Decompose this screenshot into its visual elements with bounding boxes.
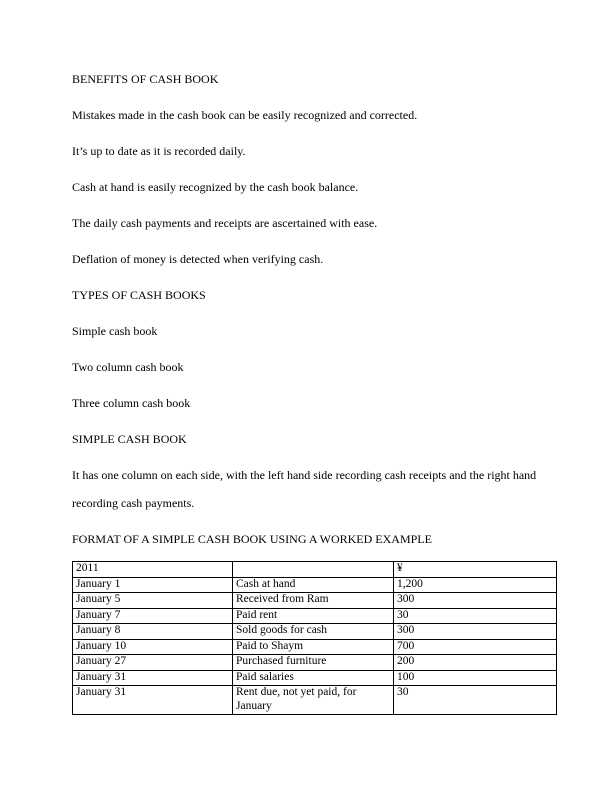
list-item-two-column-cash-book: Two column cash book xyxy=(72,360,184,374)
para-mistakes-corrected: Mistakes made in the cash book can be easily recognized and corrected. xyxy=(72,108,418,122)
cell-amount: 200 xyxy=(394,655,557,671)
cell-date: January 10 xyxy=(73,639,233,655)
header-currency: ¥ xyxy=(394,562,557,578)
cell-date: January 31 xyxy=(73,686,233,715)
table-row xyxy=(73,670,557,686)
table-row xyxy=(73,624,557,640)
cell-amount: 1,200 xyxy=(394,577,557,593)
heading-format-worked-example: FORMAT OF A SIMPLE CASH BOOK USING A WORKED EXAMPLE xyxy=(72,532,432,546)
list-item-three-column-cash-book: Three column cash book xyxy=(72,396,191,410)
para-one-column-each-side: It has one column on each side, with the left hand side recording cash receipts and the right hand recording cash payments. xyxy=(72,468,537,510)
heading-types-of-cash-books: TYPES OF CASH BOOKS xyxy=(72,288,206,302)
table-header-row xyxy=(73,562,557,578)
table-row xyxy=(73,686,557,715)
table-row xyxy=(73,593,557,609)
header-description xyxy=(233,562,394,578)
cell-amount: 700 xyxy=(394,639,557,655)
heading-simple-cash-book: SIMPLE CASH BOOK xyxy=(72,432,187,446)
cell-date: January 31 xyxy=(73,670,233,686)
cell-date: January 27 xyxy=(73,655,233,671)
cell-description: Sold goods for cash xyxy=(233,624,394,640)
cell-description: Paid salaries xyxy=(233,670,394,686)
cell-description: Received from Ram xyxy=(233,593,394,609)
para-up-to-date: It’s up to date as it is recorded daily. xyxy=(72,144,246,158)
cell-amount: 30 xyxy=(394,686,557,715)
table-row xyxy=(73,639,557,655)
list-item-simple-cash-book: Simple cash book xyxy=(72,324,158,338)
cell-date: January 8 xyxy=(73,624,233,640)
cell-amount: 100 xyxy=(394,670,557,686)
cell-description: Paid to Shaym xyxy=(233,639,394,655)
para-cash-at-hand-balance: Cash at hand is easily recognized by the cash book balance. xyxy=(72,180,359,194)
header-year: 2011 xyxy=(73,562,233,578)
cell-amount: 30 xyxy=(394,608,557,624)
table-row xyxy=(73,608,557,624)
table-row xyxy=(73,577,557,593)
cell-description: Purchased furniture xyxy=(233,655,394,671)
cell-description: Cash at hand xyxy=(233,577,394,593)
cell-date: January 1 xyxy=(73,577,233,593)
cell-date: January 7 xyxy=(73,608,233,624)
cell-description: Paid rent xyxy=(233,608,394,624)
table-row xyxy=(73,655,557,671)
para-daily-payments-receipts: The daily cash payments and receipts are ascertained with ease. xyxy=(72,216,378,230)
heading-benefits-of-cash-book: BENEFITS OF CASH BOOK xyxy=(72,72,219,86)
cell-date: January 5 xyxy=(73,593,233,609)
cash-book-table xyxy=(72,561,557,715)
para-deflation-detected: Deflation of money is detected when verifying cash. xyxy=(72,252,324,266)
cell-amount: 300 xyxy=(394,624,557,640)
cell-amount: 300 xyxy=(394,593,557,609)
cell-description: Rent due, not yet paid, for January xyxy=(233,686,394,715)
